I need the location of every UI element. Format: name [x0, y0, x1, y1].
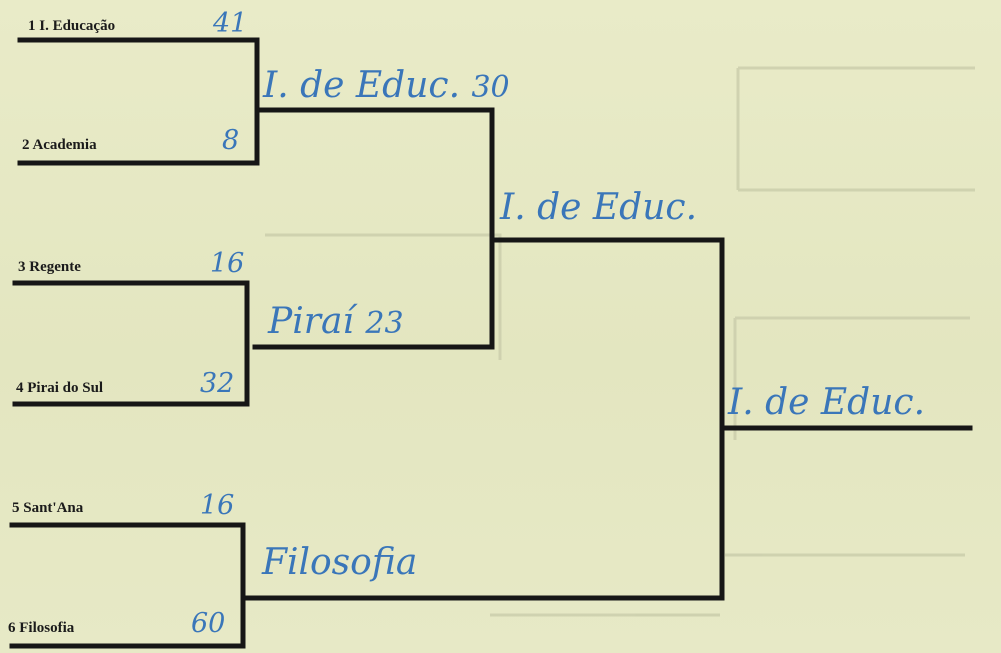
team-name: Regente	[29, 259, 81, 275]
team-slot-3	[18, 259, 81, 276]
round2-winner-1	[263, 65, 510, 106]
team-slot-5	[12, 500, 83, 517]
score-team-2: 8	[222, 125, 240, 156]
team-seed: 6	[8, 620, 16, 636]
team-seed: 5	[12, 500, 20, 516]
team-seed: 1	[28, 18, 36, 34]
score-team-1: 41	[213, 8, 248, 39]
score-team-5: 16	[200, 490, 235, 521]
final-winner: I. de Educ.	[728, 382, 926, 423]
winner-name: Piraí	[268, 301, 354, 342]
winner-score: 30	[471, 70, 510, 105]
team-name: I. Educação	[39, 18, 116, 34]
team-name: Academia	[32, 137, 97, 153]
team-slot-2	[22, 137, 97, 154]
score-team-4: 32	[200, 368, 235, 399]
team-slot-1	[28, 18, 115, 35]
team-seed: 2	[22, 137, 30, 153]
team-name: Filosofia	[19, 620, 75, 636]
team-seed: 4	[16, 380, 24, 396]
winner-name: I. de Educ.	[263, 65, 461, 106]
team-slot-6	[8, 620, 74, 637]
winner-score: 23	[365, 306, 404, 341]
round3-winner: I. de Educ.	[500, 187, 698, 228]
round2-winner-3: Filosofia	[262, 542, 418, 583]
round2-winner-2	[268, 301, 404, 342]
team-slot-4	[16, 380, 103, 397]
score-team-3: 16	[210, 248, 245, 279]
team-name: Sant'Ana	[23, 500, 84, 516]
team-name: Pirai do Sul	[27, 380, 104, 396]
score-team-6: 60	[191, 608, 226, 639]
team-seed: 3	[18, 259, 26, 275]
